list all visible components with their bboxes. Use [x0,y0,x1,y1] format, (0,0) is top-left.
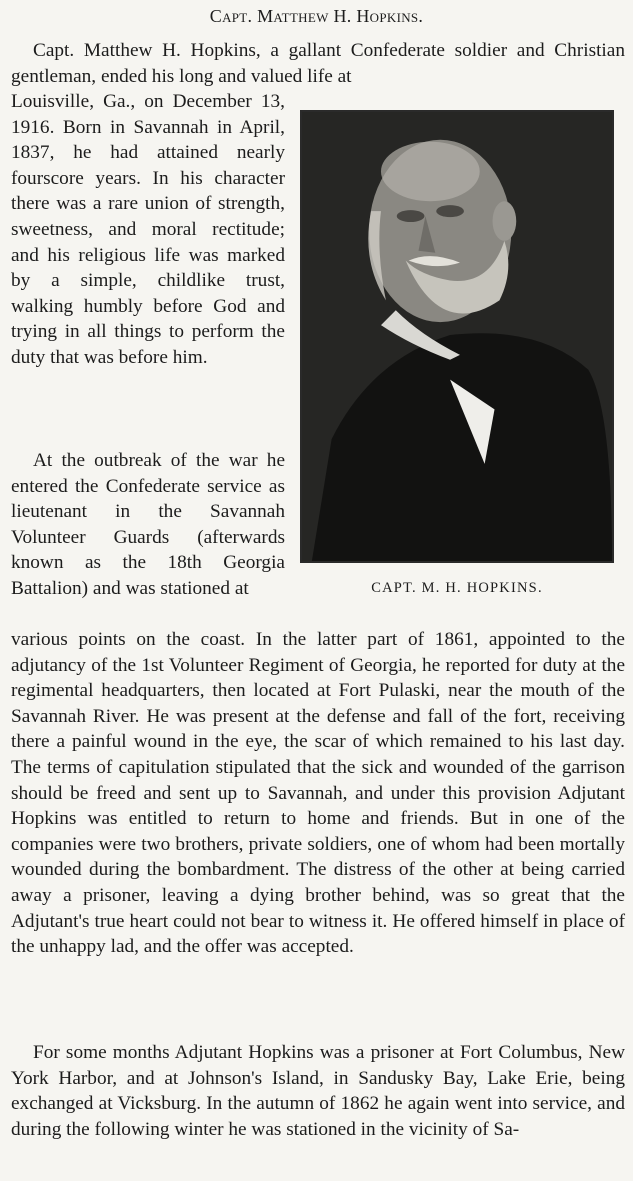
paragraph-1-body: Louisville, Ga., on December 13, 1916. Born in Savannah in April, 1837, he had attained nearly fourscore years. In his character there was a rare union of strength, sweetness, and moral rectitude; and his religious life was marked by a simple, childlike trust, walking humbly before God and trying in all things to perform the duty that was before him. [11,91,285,368]
paragraph-3: For some months Adjutant Hopkins was a prisoner at Fort Columbus, New York Harbor, and at Johnson's Island, in Sandusky Bay, Lake Erie, being exchanged at Vicksburg. In the autumn of 1862 he again went into service, and during the following winter he was stationed in the vicinity of Sa- [11,1042,625,1140]
paragraph-1-intro: Capt. Matthew H. Hopkins, a gallant Confederate soldier and Christian gentleman, ended his long and valued life at [11,40,625,87]
portrait-figure [302,112,612,561]
article-heading: Capt. Matthew H. Hopkins. [209,6,424,26]
paragraph-2-body: various points on the coast. In the latter part of 1861, appointed to the adjutancy of the 1st Volunteer Regiment of Georgia, he reported for duty at the regimental headquarters, then located at Fort Pulaski, near the mouth of the Savannah River. He was present at the defense and fall of the fort, receiving there a painful wound in the eye, the scar of which remained to his last day. The terms of capitulation stipulated that the sick and wounded of the garrison should be freed and sent up to Savannah, and under this provision Adjutant Hopkins was entitled to return to home and friends. But in one of the companies were two brothers, private soldiers, one of whom had been mortally wounded during the bombardment. The distress of the other at being carried away a prisoner, leaving a dying brother behind, was so great that the Adjutant's true heart could not bear to witness it. He offered himself in place of the unhappy lad, and the offer was accepted. [11,629,625,958]
photo-caption: CAPT. M. H. HOPKINS. [371,580,543,596]
paragraph-2-intro: At the outbreak of the war he entered the Confederate service as lieutenant in the Savannah Volunteer Guards (afterwards known as the 18th Georgia Battalion) and was stationed at [11,450,285,599]
portrait-photo [300,110,614,563]
